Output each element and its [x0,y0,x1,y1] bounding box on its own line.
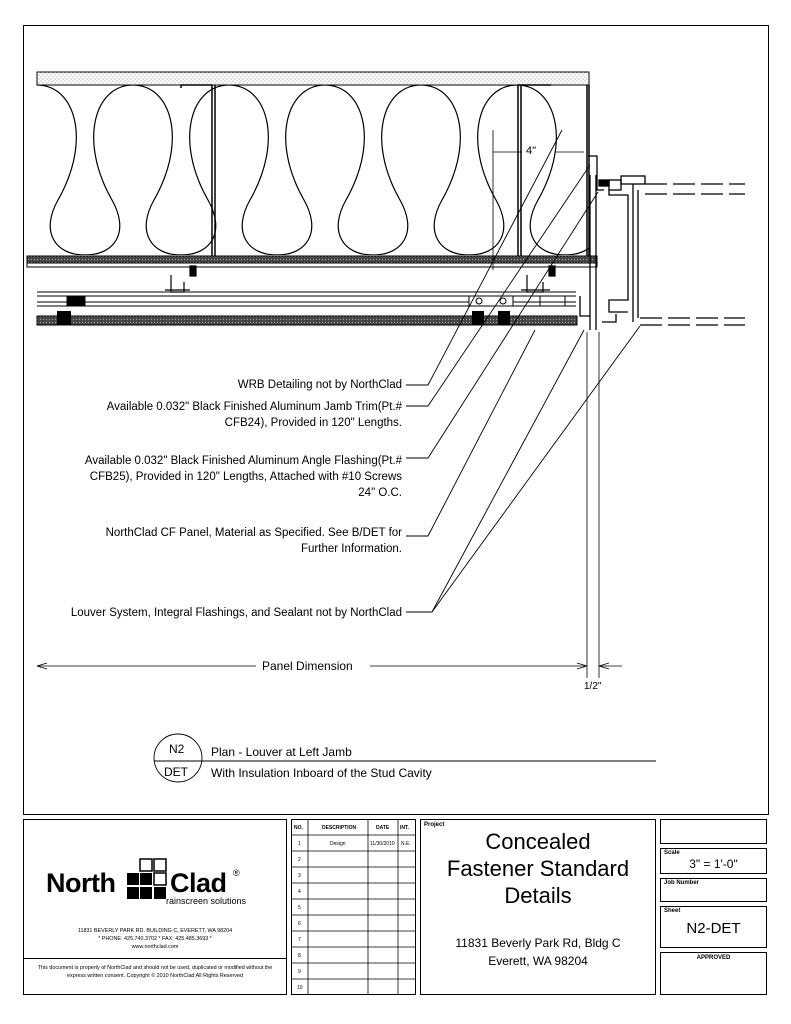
company-website: www.northclad.com [131,944,179,950]
detail-subtitle: With Insulation Inboard of the Stud Cavity [211,766,432,780]
rail-system [37,292,576,306]
louver-frame [602,176,745,325]
scale-label: Scale [664,850,680,856]
logo-registered-mark: ® [233,868,240,878]
scale-value: 3" = 1'-0" [689,857,738,871]
approved-box [660,952,767,995]
panel-clips [165,266,555,292]
rev-row-1-no: 1 [298,841,301,847]
detail-title: Plan - Louver at Left Jamb [211,745,352,759]
rev-header-no: NO. [294,825,303,831]
dimension-label-panel: Panel Dimension [262,659,353,673]
sheet-value: N2-DET [686,920,741,937]
gypsum-board [37,72,589,85]
copyright-notice: This document is property of NorthClad and should not be used, duplicated or modified without the express written consent. Copyright © 2010 NorthClad All Rights Reserved [37,965,273,979]
approved-label: APPROVED [696,955,731,961]
logo-grid-icon [126,858,168,900]
rev-row-8-no: 8 [298,953,301,959]
job-number-box [660,878,767,902]
rev-row-6-no: 6 [298,921,301,927]
rev-row-1-int: N.E. [401,841,411,847]
dimension-label-half-inch: 1/2" [584,681,602,692]
revisions-table [291,819,416,995]
logo-tagline: rainscreen solutions [166,896,247,906]
callout-louver-system: Louver System, Integral Flashings, and Sealant not by NorthClad [70,607,402,619]
company-address: 11831 BEVERLY PARK RD. BUILDING C, EVERETT, WA 98204 [77,928,233,934]
sheet-box [660,906,767,948]
detail-number: N2 [169,742,185,756]
dimension-label-4in: 4" [526,145,537,157]
scale-box [660,848,767,874]
rev-row-7-no: 7 [298,937,301,943]
rev-row-5-no: 5 [298,905,301,911]
project-title: Concealed Fastener Standard Details [446,829,630,908]
job-number-label: Job Number [664,880,700,886]
company-logo [46,858,266,908]
callout-angle-flashing: Available 0.032" Black Finished Aluminum Angle Flashing(Pt.# CFB25), Provided in 120" Lengths, Attached with #10 Screws 24" O.C. [84,455,402,499]
rev-header-date: DATE [376,825,390,831]
sheet-label: Sheet [664,908,681,914]
rev-row-1-date: 11/30/2010 [370,841,395,847]
project-label: Project [424,822,445,828]
callout-wrb: WRB Detailing not by NorthClad [237,379,402,391]
project-address-2: Everett, WA 98204 [488,954,588,968]
rev-header-description: DESCRIPTION [322,825,357,831]
rev-row-9-no: 9 [298,969,301,975]
jamb-trim [580,156,609,330]
callout-jamb-trim: Available 0.032" Black Finished Aluminum Jamb Trim(Pt.# CFB24), Provided in 120" Lengths. [106,401,402,429]
rev-row-10-no: 10 [297,985,303,991]
project-box [420,819,656,995]
cf-panel [37,311,577,325]
project-address-1: 11831 Beverly Park Rd, Bldg C [455,936,621,950]
sheathing [27,256,597,267]
rev-header-int: INT. [400,825,409,831]
revisions-grid [292,820,415,994]
blank-box [660,819,767,844]
rev-row-2-no: 2 [298,857,301,863]
logo-word-clad: Clad [170,868,227,898]
logo-word-north: North [46,868,116,898]
rev-row-3-no: 3 [298,873,301,879]
callout-cf-panel: NorthClad CF Panel, Material as Specified. See B/DET for Further Information. [105,527,402,555]
rev-row-4-no: 4 [298,889,301,895]
company-contact: * PHONE: 425.740.3702 * FAX: 425.485.3693 * [98,936,212,942]
rev-row-1-description: Design [330,841,346,847]
detail-sheet: DET [164,765,188,779]
